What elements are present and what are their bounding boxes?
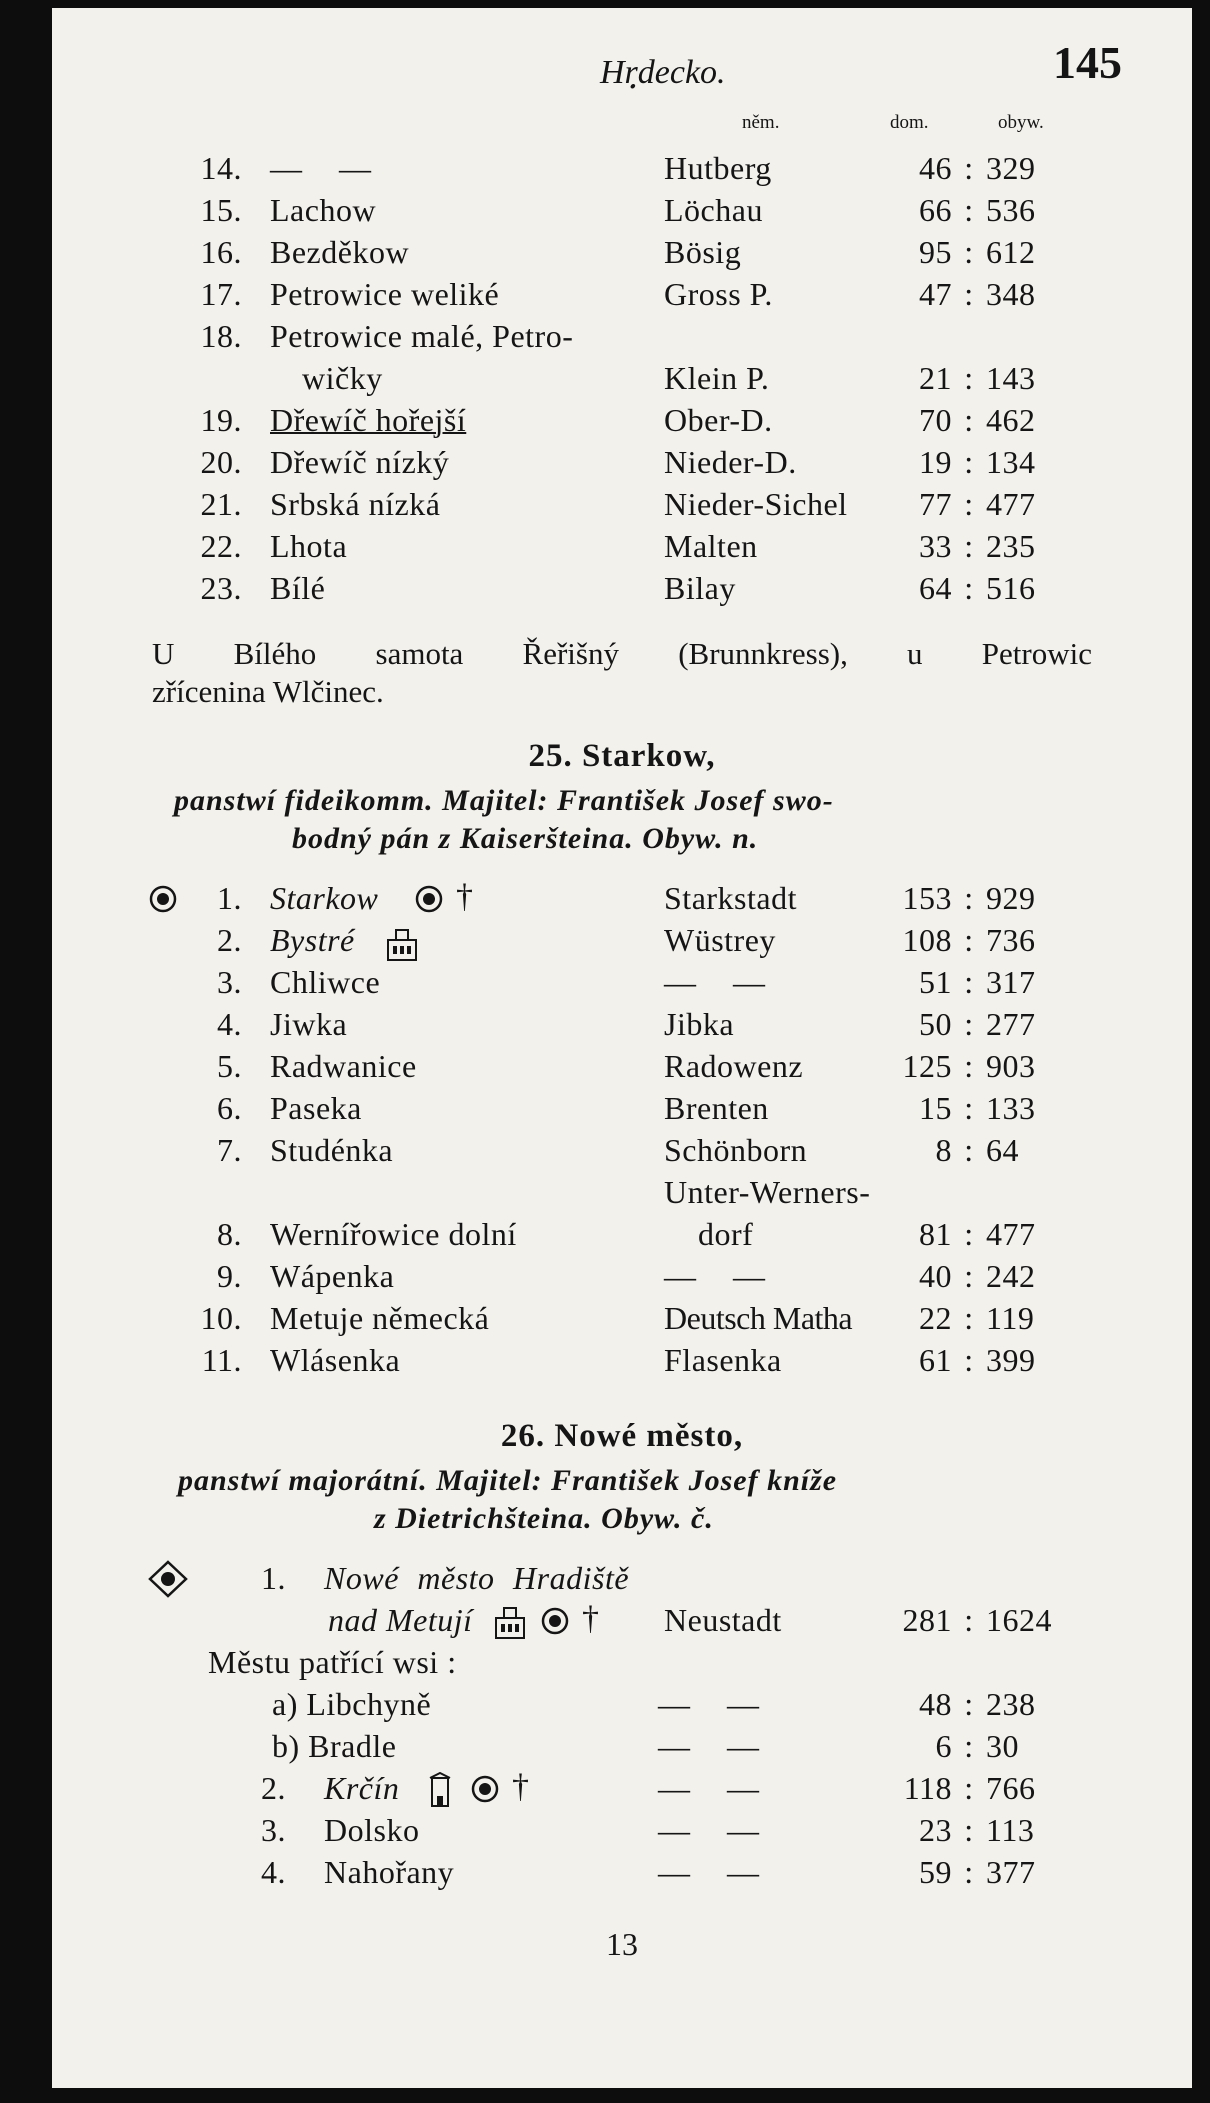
section-description-line-1: panstwí majorátní. Majitel: František Josef kníže <box>178 1464 838 1497</box>
col-header-houses: dom. <box>890 112 929 133</box>
list-row: 2. Bystré Wüstrey 108 : 736 <box>52 922 1192 962</box>
list-row: 4. Jiwka Jibka 50 : 277 <box>217 1006 1036 1042</box>
list-row: 3. Chliwce — — 51 : 317 <box>217 964 1036 1000</box>
parish-icon <box>470 1774 500 1812</box>
list-row: 16. Bezděkow Bösig 95 : 612 <box>200 234 1036 270</box>
list-row: nad Metují † Neustadt 281 : 1624 <box>52 1602 1192 1642</box>
note-line-2: zřícenina Wlčinec. <box>152 674 384 709</box>
tower-icon <box>426 1772 454 1816</box>
list-row: 19. Dřewíč hořejší Ober-D. 70 : 462 <box>200 402 1036 438</box>
list-row: 2. Krčín † — — 118 : 766 <box>52 1770 1192 1810</box>
section-description-line-1: panstwí fideikomm. Majitel: František Josef swo- <box>174 784 834 817</box>
list-row: 9. Wápenka — — 40 : 242 <box>217 1258 1036 1294</box>
list-row: 7. Studénka Schönborn 8 : 64 <box>217 1132 1019 1168</box>
list-row: 4. Nahořany — — 59 : 377 <box>261 1854 1036 1890</box>
list-row: 1. Nowé město Hradiště <box>52 1560 1192 1600</box>
note-line-1: U Bílého samota Řeřišný (Brunnkress), u Petrowic <box>152 636 1092 671</box>
signature-mark: 13 <box>606 1926 638 1962</box>
list-row: a) Libchyně — — 48 : 238 <box>272 1686 1036 1722</box>
book-page <box>52 8 1192 2088</box>
page-number: 145 <box>1053 37 1122 88</box>
list-row: 21. Srbská nízká Nieder-Sichel 77 : 477 <box>200 486 1036 522</box>
castle-icon <box>492 1604 528 1648</box>
running-title: Hrฺdecko. <box>600 54 726 91</box>
list-row: 18. Petrowice malé, Petro- <box>200 318 574 354</box>
list-row: 17. Petrowice weliké Gross P. 47 : 348 <box>200 276 1036 312</box>
list-row: wičky Klein P. 21 : 143 <box>302 360 1036 396</box>
parish-icon <box>540 1606 570 1644</box>
church-cross-icon: † <box>582 1600 600 1637</box>
list-row: b) Bradle — — 6 : 30 <box>272 1728 1019 1764</box>
list-row: 22. Lhota Malten 33 : 235 <box>200 528 1036 564</box>
list-row: 14. — — Hutberg 46 : 329 <box>200 150 1036 186</box>
list-row: 3. Dolsko — — 23 : 113 <box>261 1812 1035 1848</box>
section-description-line-2: bodný pán z Kaiseršteina. Obyw. n. <box>292 822 759 855</box>
parish-icon <box>414 884 444 922</box>
list-row: 23. Bílé Bilay 64 : 516 <box>200 570 1036 606</box>
church-cross-icon: † <box>456 878 474 915</box>
section-description-line-2: z Dietrichšteina. Obyw. č. <box>374 1502 714 1535</box>
list-row: 15. Lachow Löchau 66 : 536 <box>200 192 1036 228</box>
list-row: 8. Wernířowice dolní dorf 81 : 477 <box>217 1216 1036 1252</box>
list-row: 6. Paseka Brenten 15 : 133 <box>217 1090 1036 1126</box>
list-row: 11. Wlásenka Flasenka 61 : 399 <box>201 1342 1036 1378</box>
col-header-german: něm. <box>742 112 780 133</box>
list-row: Unter-Werners- <box>664 1174 871 1210</box>
church-cross-icon: † <box>512 1768 530 1805</box>
list-row: 10. Metuje německá Deutsch Matha 22 : 119 <box>200 1300 1035 1336</box>
list-row: 1. Starkow † Starkstadt 153 : 929 <box>52 880 1192 920</box>
list-row: 5. Radwanice Radowenz 125 : 903 <box>217 1048 1036 1084</box>
section-title: 26. Nowé město, <box>500 1418 744 1454</box>
market-town-icon <box>148 884 178 922</box>
section-title: 25. Starkow, <box>528 738 716 774</box>
list-row: 20. Dřewíč nízký Nieder-D. 19 : 134 <box>200 444 1036 480</box>
list-row: Městu patřící wsi : <box>208 1644 457 1680</box>
col-header-inhabitants: obyw. <box>998 112 1044 133</box>
